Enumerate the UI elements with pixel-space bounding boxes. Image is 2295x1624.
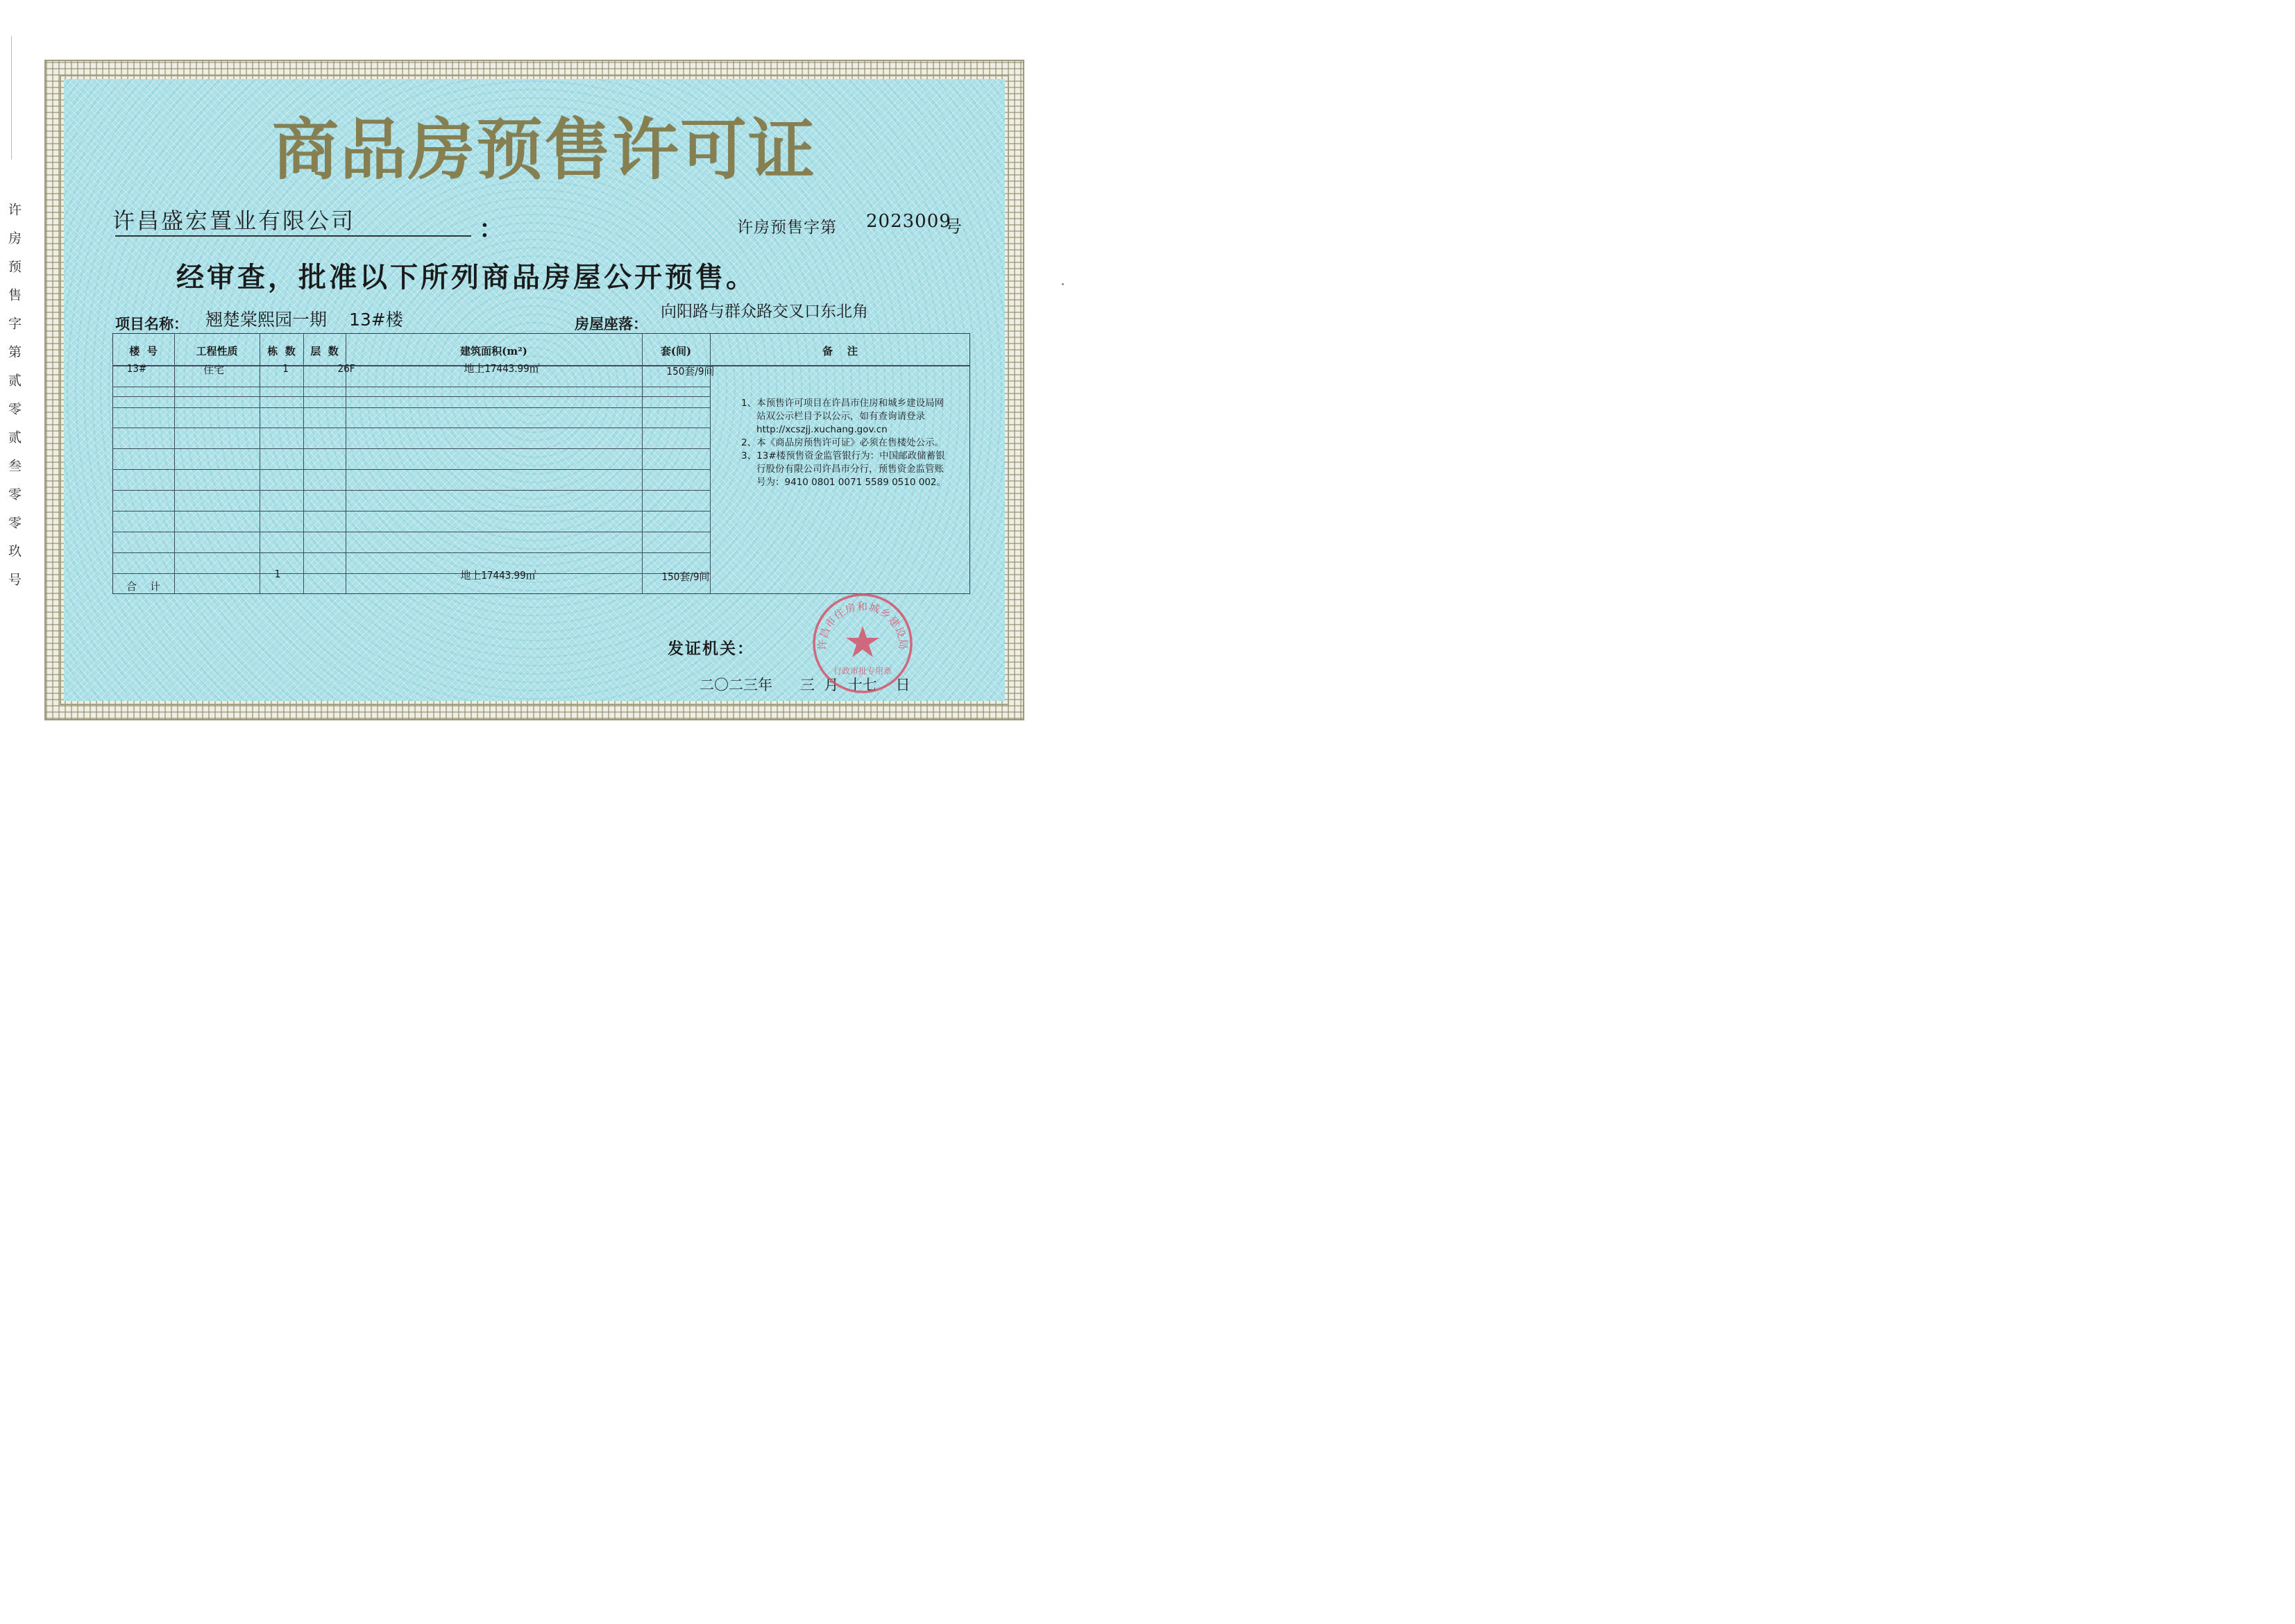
location-label: 房屋座落： — [575, 315, 647, 332]
row-line — [112, 552, 711, 553]
row-line — [112, 448, 711, 449]
cell-count: 1 — [282, 362, 289, 375]
cell-nature: 住宅 — [203, 364, 224, 376]
project-name: 翘楚棠熙园一期 13#楼 — [205, 310, 403, 330]
header-floors: 层 数 — [310, 345, 339, 357]
row-line — [112, 407, 711, 408]
cell-floors: 26F — [337, 362, 355, 375]
project-label: 项目名称： — [115, 315, 188, 332]
cell-building-no: 13# — [126, 362, 147, 375]
note-item: 2、本《商品房预售许可证》必须在售楼处公示。 — [741, 437, 945, 448]
total-buildings: 1 — [274, 568, 281, 580]
remarks-notes — [741, 397, 949, 489]
header-nature: 工程性质 — [196, 345, 238, 357]
seal-star-icon — [846, 626, 879, 657]
header-count: 栋 数 — [267, 345, 296, 357]
header-units: 套(间) — [660, 345, 692, 357]
row-line — [112, 396, 711, 397]
total-label: 合 计 — [126, 580, 161, 593]
total-units: 150套/9间 — [661, 570, 710, 583]
company-name: 许昌盛宏置业有限公司 — [112, 208, 356, 234]
total-area: 地上17443.99㎡ — [460, 569, 536, 582]
permit-label: 许房预售字第 — [737, 219, 837, 237]
official-seal — [811, 591, 915, 695]
permit-suffix: 号 — [945, 217, 963, 237]
row-line — [112, 469, 711, 470]
company-colon: ： — [479, 214, 505, 244]
header-area: 建筑面积(m²) — [460, 345, 527, 357]
side-permit-note: 许房预售字第贰零贰叁零零玖号 — [6, 203, 22, 601]
scan-speck — [1062, 283, 1064, 285]
row-line — [112, 490, 711, 491]
issue-date: 二〇二三年 三 月 十七 日 — [700, 677, 911, 693]
approval-statement: 经审查，批准以下所列商品房屋公开预售。 — [176, 261, 756, 294]
permit-number: 2023009 — [866, 211, 951, 232]
seal-text: 许昌市住房和城乡建设局 — [815, 600, 910, 651]
header-remarks: 备 注 — [822, 345, 858, 357]
company-underline — [115, 235, 471, 237]
cell-area: 地上17443.99㎡ — [464, 362, 540, 375]
note-item: 1、本预售许可项目在许昌市住房和城乡建设局网站双公示栏目予以公示，如有查询请登录http://xcszjj.xuchang.gov.cn — [741, 398, 945, 435]
certificate-title: 商品房预售许可证 — [272, 110, 816, 189]
location-value: 向阳路与群众路交叉口东北角 — [661, 303, 868, 321]
cell-units: 150套/9间 — [666, 365, 715, 378]
issuer-label: 发证机关： — [668, 639, 754, 658]
note-item: 3、13#楼预售资金监管银行为：中国邮政储蓄银行股份有限公司许昌市分行，预售资金监管账号为：9410 0801 0071 5589 0510 002。 — [741, 450, 947, 488]
header-building-no: 楼 号 — [129, 345, 158, 357]
seal-subtext: 行政审批专用章 — [833, 666, 892, 676]
